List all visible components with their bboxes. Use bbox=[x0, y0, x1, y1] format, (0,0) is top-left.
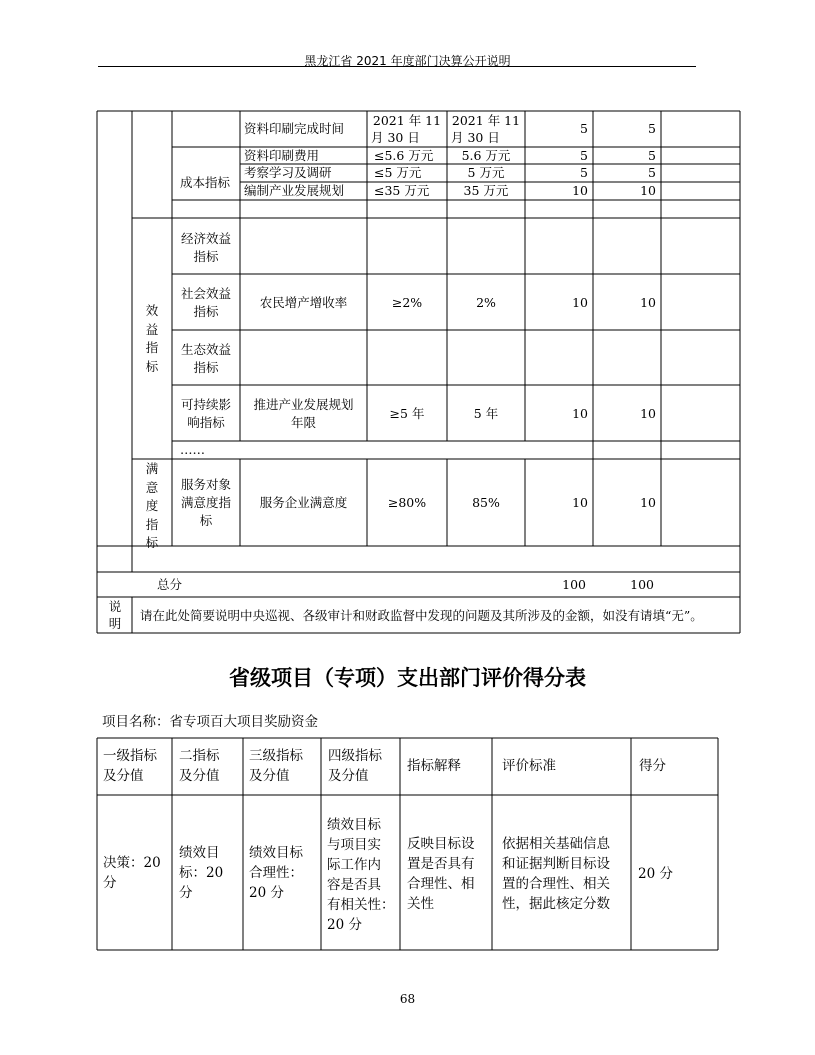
cell-indicator: 资料印刷完成时间 bbox=[244, 121, 345, 136]
cell-score: 5 bbox=[648, 165, 656, 180]
cell-score: 10 bbox=[640, 495, 656, 510]
header-explanation: 指标解释 bbox=[407, 758, 461, 774]
cell-indicator-line1: 推进产业发展规划 bbox=[253, 397, 354, 412]
header-level2-line2: 及分值 bbox=[179, 768, 220, 784]
cell-explanation-line3: 合理性、相 bbox=[407, 876, 475, 892]
total-score: 100 bbox=[630, 577, 654, 592]
page-number: 68 bbox=[399, 992, 416, 1006]
benefit-row-label-line1: 生态效益 bbox=[180, 342, 231, 357]
cell-weight: 10 bbox=[572, 495, 588, 510]
cell-indicator-line2: 年限 bbox=[290, 415, 316, 430]
satisfaction-label-line3: 标 bbox=[199, 513, 213, 528]
cell-score: 10 bbox=[640, 406, 656, 421]
total-label: 总分 bbox=[157, 577, 183, 592]
cell-target: ≤5 万元 bbox=[374, 165, 422, 180]
cell-level2-line1: 绩效目 bbox=[179, 845, 220, 861]
cell-target-line2: 月 30 日 bbox=[371, 130, 420, 145]
cell-target: ≤35 万元 bbox=[374, 183, 430, 198]
cell-score: 10 bbox=[640, 295, 656, 310]
cell-score: 10 bbox=[640, 183, 656, 198]
benefit-row-label-line1: 社会效益 bbox=[180, 286, 231, 301]
note-text: 请在此处简要说明中央巡视、各级审计和财政监督中发现的问题及其所涉及的金额，如没有请填“无”。 bbox=[140, 608, 703, 623]
cell-target: ≤5.6 万元 bbox=[374, 148, 434, 163]
cell-target: ≥80% bbox=[387, 495, 427, 510]
cell-standard-line1: 依据相关基础信息 bbox=[502, 836, 610, 852]
cell-indicator: 考察学习及调研 bbox=[244, 165, 332, 180]
cell-level3-line1: 绩效目标 bbox=[249, 845, 303, 861]
ellipsis-row: …… bbox=[180, 442, 205, 457]
header-level3-line2: 及分值 bbox=[249, 768, 290, 784]
cell-indicator: 资料印刷费用 bbox=[244, 148, 320, 163]
cell-level1-line1: 决策：20 bbox=[103, 855, 161, 871]
header-standard: 评价标准 bbox=[502, 758, 556, 774]
cell-level4-line4: 容是否具 bbox=[327, 877, 381, 893]
header-level4-line1: 四级指标 bbox=[328, 748, 382, 764]
cell-level4-line6: 20 分 bbox=[327, 917, 362, 933]
cell-level2-line3: 分 bbox=[179, 885, 193, 901]
header-score: 得分 bbox=[639, 758, 666, 774]
cell-level4-line1: 绩效目标 bbox=[327, 817, 381, 833]
cell-indicator: 服务企业满意度 bbox=[259, 495, 348, 510]
cell-explanation-line2: 置是否具有 bbox=[407, 856, 475, 872]
cell-indicator: 编制产业发展规划 bbox=[244, 183, 345, 198]
cell-score: 5 bbox=[648, 121, 656, 136]
cell-target: ≥5 年 bbox=[389, 406, 425, 421]
cell-indicator: 农民增产增收率 bbox=[259, 295, 348, 310]
cell-actual: 35 万元 bbox=[463, 183, 509, 198]
cell-weight: 10 bbox=[572, 183, 588, 198]
project-name: 项目名称：省专项百大项目奖励资金 bbox=[102, 714, 318, 730]
cost-group-label: 成本指标 bbox=[180, 175, 231, 190]
cell-standard-line2: 和证据判断目标设 bbox=[502, 856, 610, 872]
cell-weight: 10 bbox=[572, 295, 588, 310]
header-level4-line2: 及分值 bbox=[328, 768, 369, 784]
cell-actual: 5 年 bbox=[473, 406, 499, 421]
cell-target-line1: 2021 年 11 bbox=[372, 113, 442, 128]
cell-standard-line3: 置的合理性、相关 bbox=[502, 876, 610, 892]
benefit-row-label-line1: 可持续影 bbox=[180, 397, 231, 412]
cell-actual-line1: 2021 年 11 bbox=[451, 113, 521, 128]
satisfaction-label-line2: 满意度指 bbox=[180, 495, 231, 510]
cell-actual: 85% bbox=[472, 495, 500, 510]
total-weight: 100 bbox=[562, 577, 586, 592]
benefit-row-label-line1: 经济效益 bbox=[180, 231, 231, 246]
cell-level4-line3: 际工作内 bbox=[327, 857, 381, 873]
header-level1-line2: 及分值 bbox=[103, 768, 144, 784]
cell-weight: 10 bbox=[572, 406, 588, 421]
cell-level4-line2: 与项目实 bbox=[327, 837, 381, 853]
cell-explanation-line1: 反映目标设 bbox=[407, 836, 475, 852]
cell-weight: 5 bbox=[580, 165, 588, 180]
cell-weight: 5 bbox=[580, 148, 588, 163]
satisfaction-label-line1: 服务对象 bbox=[180, 477, 231, 492]
benefit-row-label-line2: 响指标 bbox=[187, 415, 225, 430]
cell-level3-line3: 20 分 bbox=[249, 885, 284, 901]
cell-score: 20 分 bbox=[638, 866, 673, 882]
cell-level1-line2: 分 bbox=[103, 875, 117, 891]
benefit-row-label-line2: 指标 bbox=[193, 249, 219, 264]
cell-standard-line4: 性，据此核定分数 bbox=[502, 896, 610, 912]
header-level2-line1: 二指标 bbox=[179, 748, 220, 764]
benefit-group-label: 效益指标 bbox=[145, 303, 159, 374]
section-title: 省级项目（专项）支出部门评价得分表 bbox=[229, 666, 586, 690]
satisfaction-group-label: 满意度指标 bbox=[145, 461, 159, 550]
cell-actual: 5 万元 bbox=[467, 165, 505, 180]
page-header-title: 黑龙江省 2021 年度部门决算公开说明 bbox=[304, 54, 511, 68]
cell-actual: 5.6 万元 bbox=[461, 148, 511, 163]
header-level3-line1: 三级指标 bbox=[249, 748, 303, 764]
note-label: 说明 bbox=[108, 599, 122, 631]
cell-actual: 2% bbox=[476, 295, 496, 310]
cell-level4-line5: 有相关性： bbox=[327, 897, 395, 913]
cell-target: ≥2% bbox=[391, 295, 423, 310]
cell-explanation-line4: 关性 bbox=[407, 896, 434, 912]
cell-level3-line2: 合理性： bbox=[249, 865, 303, 881]
cell-actual-line2: 月 30 日 bbox=[451, 130, 500, 145]
header-level1-line1: 一级指标 bbox=[103, 748, 157, 764]
benefit-row-label-line2: 指标 bbox=[193, 304, 219, 319]
benefit-row-label-line2: 指标 bbox=[193, 360, 219, 375]
cell-weight: 5 bbox=[580, 121, 588, 136]
cell-level2-line2: 标：20 bbox=[179, 865, 224, 881]
cell-score: 5 bbox=[648, 148, 656, 163]
